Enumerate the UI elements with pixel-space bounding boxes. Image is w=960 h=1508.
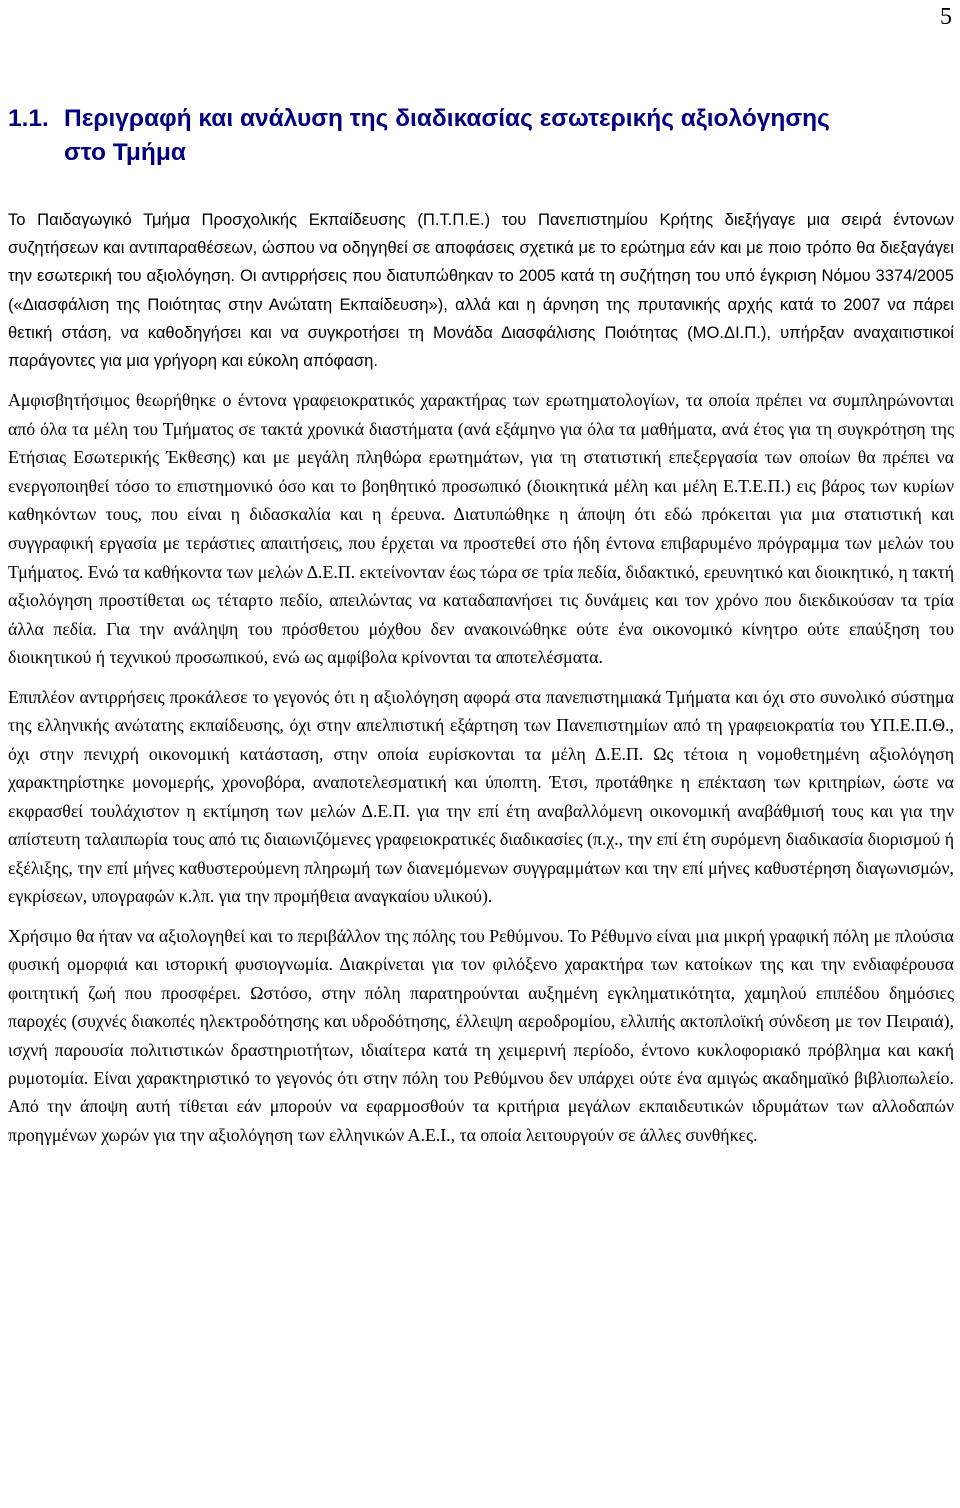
paragraph-2: Αμφισβητήσιμος θεωρήθηκε ο έντονα γραφειοκρατικός χαρακτήρας των ερωτηματολογίων, τα οποία πρέπει να συμπληρώνονται από όλα τα μέλη του Τμήματος σε τακτά χρονικά διαστήματα (ανά εξάμηνο για όλα τα μαθήματα, ανά έτος για τη συγκρότηση της Ετήσιας Εσωτερικής Έκθεσης) και με μεγάλη πληθώρα ερωτημάτων, για τη στατιστική επεξεργασία των οποίων θα πρέπει να ενεργοποιηθεί τόσο το επιστημονικό όσο και το βοηθητικό προσωπικό (διοικητικά μέλη και μέλη Ε.Τ.Ε.Π.) εις βάρος των κυρίων καθηκόντων τους, που είναι η διδασκαλία και η έρευνα. Διατυπώθηκε η άποψη ότι εδώ πρόκειται για μια στατιστική και συγγραφική εργασία με τεράστιες απαιτήσεις, που έρχεται να προστεθεί στο ήδη έντονα επιβαρυμένο πρόγραμμα των μελών του Τμήματος. Ενώ τα καθήκοντα των μελών Δ.Ε.Π. εκτείνονταν έως τώρα σε τρία πεδία, διδακτικό, ερευνητικό και διοικητικό, η τακτή αξιολόγηση προστίθεται ως τέταρτο πεδίο, απειλώντας να καταδαπανήσει τις δυνάμεις και τον χρόνο που διεκδικούσαν τα τρία άλλα πεδία. Για την ανάληψη του πρόσθετου μόχθου δεν ανακοινώθηκε ούτε ένα οικονομικό κίνητρο ούτε επαύξηση του διοικητικού ή τεχνικού προσωπικού, ενώ ως αμφίβολα κρίνονται τα αποτελέσματα.: [8, 390, 954, 668]
paragraph-3: Επιπλέον αντιρρήσεις προκάλεσε το γεγονός ότι η αξιολόγηση αφορά στα πανεπιστημιακά Τμήματα και όχι στο συνολικό σύστημα της ελληνικής ανώτατης εκπαίδευσης, όχι στην απελπιστική εξάρτηση των Πανεπιστημίων από τη γραφειοκρατία του ΥΠ.Ε.Π.Θ., όχι στην πενιχρή οικονομική κατάσταση, στην οποία ευρίσκονται τα μέλη Δ.Ε.Π. Ως τέτοια η νομοθετημένη αξιολόγηση χαρακτηρίστηκε μονομερής, χρονοβόρα, αναποτελεσματική και ύποπτη. Έτσι, προτάθηκε η επέκταση των κριτηρίων, ώστε να εκφρασθεί τουλάχιστον η εκτίμηση των μελών Δ.Ε.Π. για την επί έτη αναβαλλόμενη οικονομική αναβάθμισή τους και για την απίστευτη ταλαιπωρία τους από τις διαιωνιζόμενες γραφειοκρατικές διαδικασίες (π.χ., την επί έτη συρόμενη διαδικασία διορισμού ή εξέλιξης, την επί μήνες καθυστερούμενη πληρωμή των διανεμόμενων συγγραμμάτων και την επί μήνες καθυστέρηση διαγωνισμών, εγκρίσεων, υπογραφών κ.λπ. για την προμήθεια αναγκαίου υλικού).: [8, 686, 954, 907]
document-body: [8, 206, 954, 1160]
paragraph-4: Χρήσιμο θα ήταν να αξιολογηθεί και το περιβάλλον της πόλης του Ρεθύμνου. Το Ρέθυμνο είναι μια μικρή γραφική πόλη με πλούσια φυσική ομορφιά και ιστορική φυσιογνωμία. Διακρίνεται για τον φιλόξενο χαρακτήρα των κατοίκων της και την ενδιαφέρουσα φοιτητική ζωή που προσφέρει. Ωστόσο, στην πόλη παρατηρούνται αυξημένη εγκληματικότητα, χαμηλού επιπέδου δημόσιες παροχές (συχνές διακοπές ηλεκτροδότησης και υδροδότησης, έλλειψη αεροδρομίου, ελλιπής ακτοπλοϊκή σύνδεση με τον Πειραιά), ισχνή παρουσία πολιτιστικών δραστηριοτήτων, ιδιαίτερα κατά τη χειμερινή περίοδο, έντονο κυκλοφοριακό πρόβλημα και κακή ρυμοτομία. Είναι χαρακτηριστικό το γεγονός ότι στην πόλη του Ρεθύμνου δεν υπάρχει ούτε ένα αμιγώς ακαδημαϊκό βιβλιοπωλείο. Από την άποψη αυτή τίθεται εάν μπορούν να εφαρμοσθούν τα κριτήρια μεγάλων εκπαιδευτικών ιδρυμάτων των αλλοδαπών προηγμένων χωρών για την αξιολόγηση των ελληνικών Α.Ε.Ι., τα οποία λειτουργούν σε άλλες συνθήκες.: [8, 925, 954, 1145]
section-title-line1: Περιγραφή και ανάλυση της διαδικασίας εσωτερικής αξιολόγησης: [64, 105, 830, 132]
section-number: 1.1.: [8, 105, 49, 132]
page-number: 5: [940, 4, 952, 30]
section-title-line2: στο Τμήμα: [64, 139, 186, 166]
section-heading: [8, 102, 952, 170]
paragraph-1: Το Παιδαγωγικό Τμήμα Προσχολικής Εκπαίδευσης (Π.Τ.Π.Ε.) του Πανεπιστημίου Κρήτης διεξήγαγε μια σειρά έντονων συζητήσεων και αντιπαραθέσεων, ώσπου να οδηγηθεί σε αποφάσεις σχετικά με το ερώτημα εάν και με ποιο τρόπο θα διεξαγάγει την εσωτερική του αξιολόγηση. Οι αντιρρήσεις που διατυπώθηκαν το 2005 κατά τη συζήτηση του υπό έγκριση Νόμου 3374/2005 («Διασφάλιση της Ποιότητας στην Ανώτατη Εκπαίδευση»), αλλά και η άρνηση της πρυτανικής αρχής κατά το 2007 να πάρει θετική στάση, να καθοδηγήσει και να συγκροτήσει τη Μονάδα Διασφάλισης Ποιότητας (ΜΟ.ΔΙ.Π.), υπήρξαν αναχαιτιστικοί παράγοντες για μια γρήγορη και εύκολη απόφαση.: [8, 210, 954, 371]
